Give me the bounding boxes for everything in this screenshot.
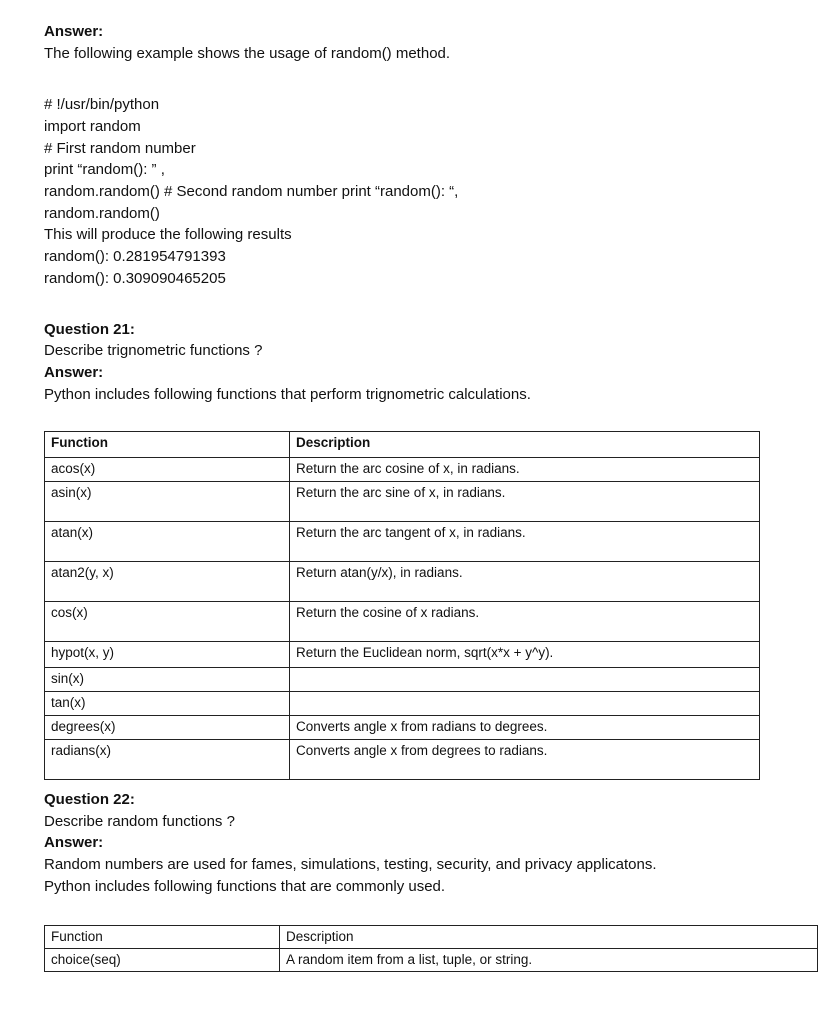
question-text: Describe trignometric functions ? [44, 342, 263, 359]
code-line: random.random() [44, 205, 160, 222]
header-description: Description [290, 432, 760, 458]
trig-functions-table [44, 431, 760, 780]
answer-label: Answer: [44, 23, 104, 40]
description-cell: Return the arc tangent of x, in radians. [290, 522, 760, 562]
code-line: import random [44, 118, 141, 135]
function-cell: sin(x) [45, 668, 290, 692]
function-cell: tan(x) [45, 692, 290, 716]
description-cell [290, 692, 760, 716]
intro-text: The following example shows the usage of random() method. [44, 45, 451, 62]
table-row [45, 522, 760, 562]
table-row [45, 458, 760, 482]
function-cell: asin(x) [45, 482, 290, 522]
question-title: Question 21: [44, 321, 135, 338]
result-line: random(): 0.309090465205 [44, 270, 226, 287]
header-function: Function [45, 926, 280, 949]
description-cell: Return the cosine of x radians. [290, 602, 760, 642]
table-header-row [45, 926, 818, 949]
header-description: Description [280, 926, 818, 949]
table-row [45, 740, 760, 780]
function-cell: atan2(y, x) [45, 562, 290, 602]
table-header-row [45, 432, 760, 458]
table-row [45, 602, 760, 642]
result-heading: This will produce the following results [44, 226, 292, 243]
function-cell: cos(x) [45, 602, 290, 642]
table-row [45, 692, 760, 716]
function-cell: hypot(x, y) [45, 642, 290, 668]
description-cell: Return atan(y/x), in radians. [290, 562, 760, 602]
description-cell: Converts angle x from radians to degrees. [290, 716, 760, 740]
result-line: random(): 0.281954791393 [44, 248, 226, 265]
answer-intro: Random numbers are used for fames, simulations, testing, security, and privacy applicatons. [44, 856, 657, 873]
table-row [45, 716, 760, 740]
table-row [45, 562, 760, 602]
function-cell: choice(seq) [45, 949, 280, 972]
description-cell: A random item from a list, tuple, or string. [280, 949, 818, 972]
code-line: random.random() # Second random number print “random(): “, [44, 183, 459, 200]
code-line: print “random(): ” , [44, 161, 165, 178]
table-row [45, 482, 760, 522]
function-cell: degrees(x) [45, 716, 290, 740]
answer-intro: Python includes following functions that perform trignometric calculations. [44, 386, 531, 403]
description-cell: Return the arc sine of x, in radians. [290, 482, 760, 522]
answer-label: Answer: [44, 834, 104, 851]
random-functions-table [44, 925, 818, 972]
question-text: Describe random functions ? [44, 813, 235, 830]
function-cell: atan(x) [45, 522, 290, 562]
code-line: # !/usr/bin/python [44, 96, 160, 113]
answer-intro: Python includes following functions that are commonly used. [44, 878, 446, 895]
description-cell: Converts angle x from degrees to radians. [290, 740, 760, 780]
description-cell [290, 668, 760, 692]
description-cell: Return the Euclidean norm, sqrt(x*x + y^y). [290, 642, 760, 668]
table-row [45, 668, 760, 692]
function-cell: radians(x) [45, 740, 290, 780]
question-title: Question 22: [44, 791, 135, 808]
function-cell: acos(x) [45, 458, 290, 482]
answer-label: Answer: [44, 364, 104, 381]
code-line: # First random number [44, 140, 196, 157]
description-cell: Return the arc cosine of x, in radians. [290, 458, 760, 482]
table-row [45, 949, 818, 972]
header-function: Function [45, 432, 290, 458]
table-row [45, 642, 760, 668]
